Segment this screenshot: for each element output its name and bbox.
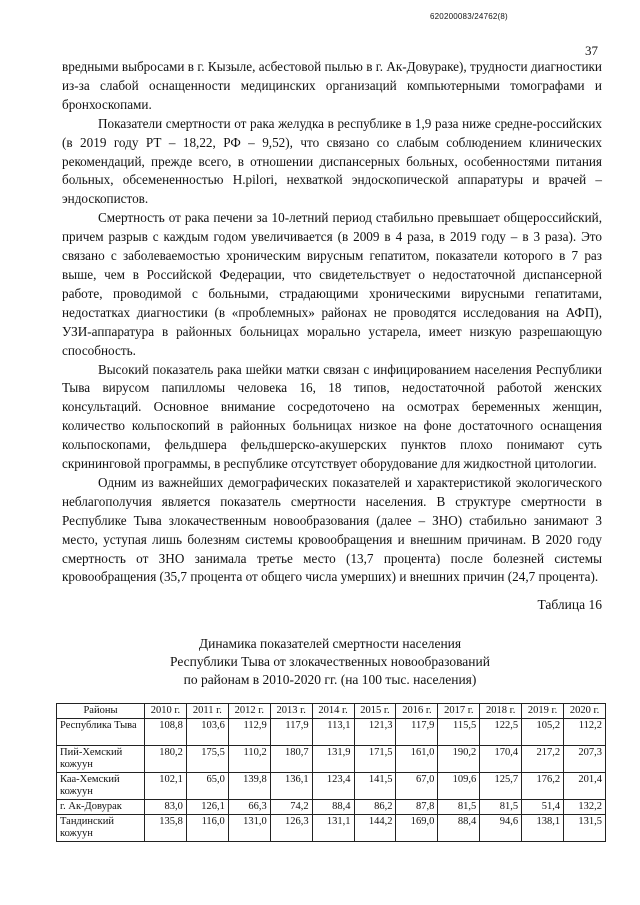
value-cell: 65,0 [186, 773, 228, 800]
column-header: Районы [57, 704, 145, 719]
value-cell: 131,0 [228, 815, 270, 842]
value-cell: 132,2 [564, 800, 606, 815]
value-cell: 81,5 [480, 800, 522, 815]
column-header: 2020 г. [564, 704, 606, 719]
value-cell: 81,5 [438, 800, 480, 815]
value-cell: 122,5 [480, 719, 522, 746]
value-cell: 51,4 [522, 800, 564, 815]
value-cell: 88,4 [438, 815, 480, 842]
value-cell: 201,4 [564, 773, 606, 800]
value-cell: 207,3 [564, 746, 606, 773]
value-cell: 169,0 [396, 815, 438, 842]
district-cell: г. Ак-Довурак [57, 800, 145, 815]
value-cell: 83,0 [145, 800, 187, 815]
paragraph: вредными выбросами в г. Кызыле, асбестовой пылью в г. Ак-Довураке), трудности диагностики из-за слабой оснащенности медицинских организаций компьютерными томографами и бронхоскопами. [62, 59, 602, 112]
value-cell: 115,5 [438, 719, 480, 746]
value-cell: 87,8 [396, 800, 438, 815]
paragraph: Высокий показатель рака шейки матки связан с инфицированием населения Республики Тыва вирусом папилломы человека 16, 18 типов, недостаточной работой женских консультаций. Основное внимание сосредоточено на осмотрах беременных женщин, количество кольпоскопий в районных больницах низкое на фоне достаточного оснащения кольпоскопами, фельдшера фельдшерско-акушерских пунктов плохо понимают суть скрининговой программы, в республике отсутствует оборудование для жидкостной цитологии. [62, 361, 602, 472]
column-header: 2014 г. [312, 704, 354, 719]
value-cell: 125,7 [480, 773, 522, 800]
value-cell: 94,6 [480, 815, 522, 842]
value-cell: 138,1 [522, 815, 564, 842]
value-cell: 180,7 [270, 746, 312, 773]
value-cell: 116,0 [186, 815, 228, 842]
table-label: Таблица 16 [537, 597, 602, 612]
table-row [57, 746, 606, 773]
value-cell: 113,1 [312, 719, 354, 746]
column-header: 2011 г. [186, 704, 228, 719]
district-cell: Каа-Хемский кожуун [57, 773, 145, 800]
value-cell: 141,5 [354, 773, 396, 800]
table-row [57, 719, 606, 746]
table-title-line: Динамика показателей смертности населения [198, 636, 462, 651]
column-header: 2010 г. [145, 704, 187, 719]
paragraph: Показатели смертности от рака желудка в республике в 1,9 раза ниже средне-российских (в 2019 году РТ – 18,22, РФ – 9,52), что связано со слабым соблюдением клинических рекомендаций, прежде всего, в отношении диспансерных больных, особенностями питания больных, обсемененностью H.pilori, нехваткой эндоскопической аппаратуры и врачей – эндоскопистов. [62, 115, 602, 207]
value-cell: 170,4 [480, 746, 522, 773]
table-row [57, 773, 606, 800]
value-cell: 117,9 [270, 719, 312, 746]
body-text [62, 58, 602, 587]
value-cell: 131,9 [312, 746, 354, 773]
value-cell: 180,2 [145, 746, 187, 773]
table-title-line: по районам в 2010-2020 гг. (на 100 тыс. населения) [183, 672, 477, 687]
column-header: 2017 г. [438, 704, 480, 719]
value-cell: 131,1 [312, 815, 354, 842]
district-cell: Пий-Хемский кожуун [57, 746, 145, 773]
table-header-row [57, 704, 606, 719]
value-cell: 190,2 [438, 746, 480, 773]
page-number: 37 [585, 43, 598, 58]
value-cell: 109,6 [438, 773, 480, 800]
value-cell: 144,2 [354, 815, 396, 842]
value-cell: 74,2 [270, 800, 312, 815]
column-header: 2015 г. [354, 704, 396, 719]
value-cell: 126,1 [186, 800, 228, 815]
paragraph: Одним из важнейших демографических показателей и характеристикой экологического неблагополучия является показатель смертности населения. В структуре смертности в Республике Тыва злокачественным новообразования (далее – ЗНО) стабильно занимают 3 место, уступая лишь болезням системы кровообращения и внешним причинам. В 2020 году смертность от ЗНО занимала третье место (13,7 процента) после болезней системы кровообращения (35,7 процента от общего числа умерших) и внешних причин (24,7 процента). [62, 474, 602, 585]
column-header: 2018 г. [480, 704, 522, 719]
value-cell: 67,0 [396, 773, 438, 800]
district-cell: Республика Тыва [57, 719, 145, 746]
column-header: 2019 г. [522, 704, 564, 719]
value-cell: 171,5 [354, 746, 396, 773]
table-row [57, 815, 606, 842]
value-cell: 108,8 [145, 719, 187, 746]
value-cell: 161,0 [396, 746, 438, 773]
value-cell: 102,1 [145, 773, 187, 800]
value-cell: 217,2 [522, 746, 564, 773]
value-cell: 112,9 [228, 719, 270, 746]
value-cell: 66,3 [228, 800, 270, 815]
value-cell: 136,1 [270, 773, 312, 800]
document-id: 620200083/24762(8) [430, 12, 508, 21]
value-cell: 105,2 [522, 719, 564, 746]
value-cell: 131,5 [564, 815, 606, 842]
column-header: 2012 г. [228, 704, 270, 719]
value-cell: 88,4 [312, 800, 354, 815]
value-cell: 135,8 [145, 815, 187, 842]
value-cell: 103,6 [186, 719, 228, 746]
value-cell: 110,2 [228, 746, 270, 773]
value-cell: 112,2 [564, 719, 606, 746]
value-cell: 86,2 [354, 800, 396, 815]
district-cell: Тандинский кожуун [57, 815, 145, 842]
column-header: 2016 г. [396, 704, 438, 719]
column-header: 2013 г. [270, 704, 312, 719]
table-row [57, 800, 606, 815]
paragraph: Смертность от рака печени за 10-летний период стабильно превышает общероссийский, причем разрыв с каждым годом увеличивается (в 2009 в 4 раза, в 2019 году – в 3 раза). Это связано с заболеваемостью хроническим вирусным гепатитом, показатели которого в 7 раз выше, чем в Российской Федерации, что свидетельствует о недостаточной диспансерной работе, проводимой с больными, страдающими хроническими вирусными гепатитами, недостатках диагностики (в «проблемных» районах не проводятся исследования на АФП), УЗИ-аппаратура в районных больницах морально устарела, имеет низкую разрешающую способность. [62, 210, 602, 358]
table-title-line: Республики Тыва от злокачественных новообразований [170, 654, 490, 669]
table-title [60, 635, 600, 689]
value-cell: 176,2 [522, 773, 564, 800]
mortality-table [56, 703, 606, 842]
value-cell: 117,9 [396, 719, 438, 746]
value-cell: 126,3 [270, 815, 312, 842]
value-cell: 175,5 [186, 746, 228, 773]
value-cell: 121,3 [354, 719, 396, 746]
value-cell: 123,4 [312, 773, 354, 800]
value-cell: 139,8 [228, 773, 270, 800]
